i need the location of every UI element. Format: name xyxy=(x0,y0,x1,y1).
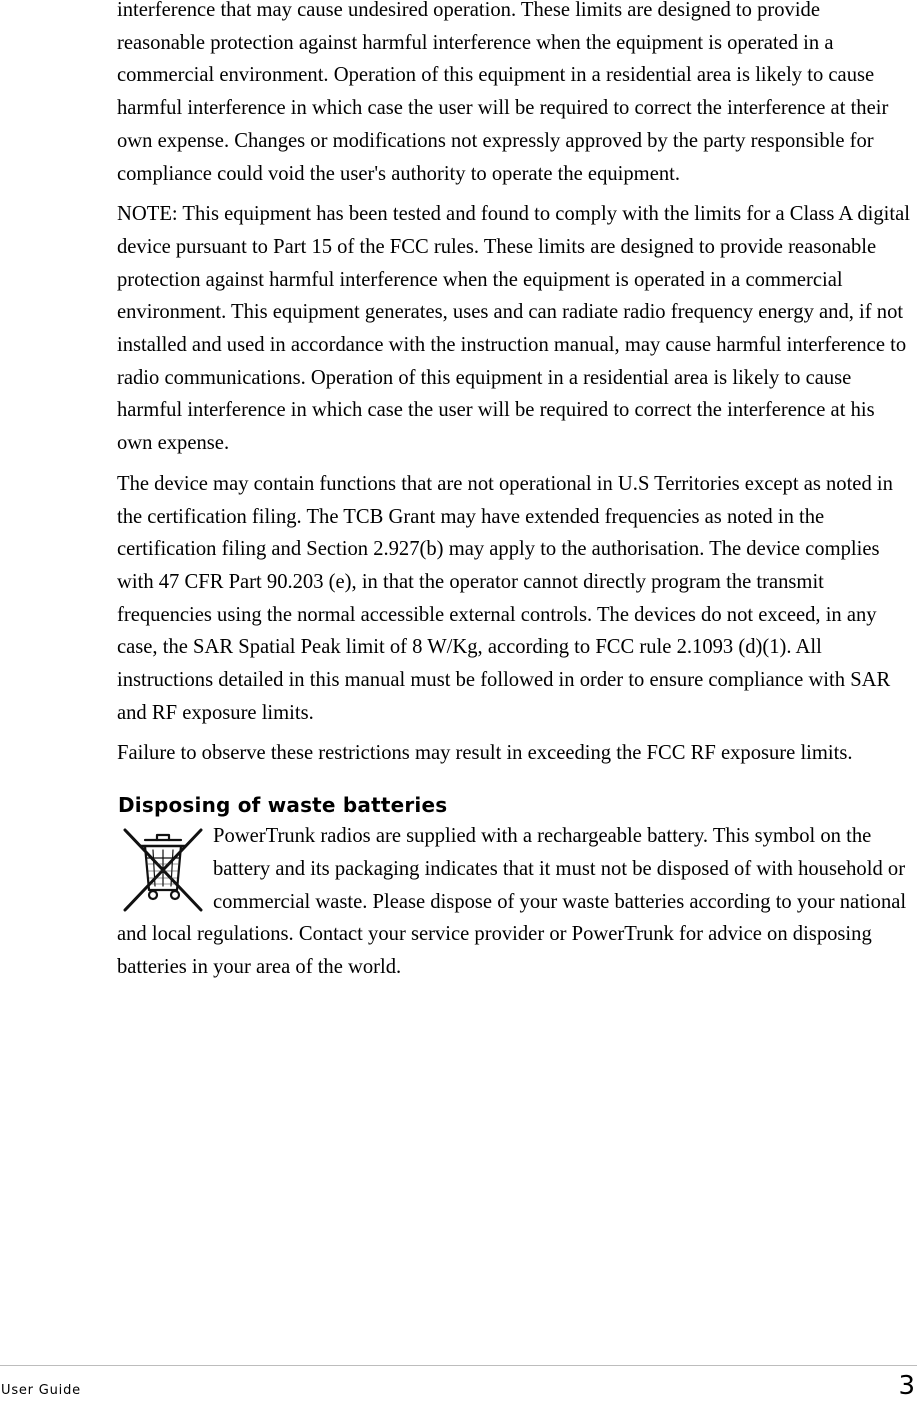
fcc-class-a-note-paragraph: NOTE: This equipment has been tested and found to comply with the limits for a Class A digital device pursuant to Part 15 of the FCC rules. These limits are designed to provide reasonable protection against harmful interference when the equipment is operated in a commercial environment. This equipment generates, uses and can radiate radio frequency energy and, if not installed and used in accordance with the instruction manual, may cause harmful interference to radio communications. Operation of this equipment in a residential area is likely to cause harmful interference in which case the user will be required to correct the interference at his own expense. xyxy=(117,203,910,455)
us-territories-sar-paragraph: The device may contain functions that are not operational in U.S Territories except as noted in the certification filing. The TCB Grant may have extended frequencies as noted in the certification filing and Section 2.927(b) may apply to the authorisation. The device complies with 47 CFR Part 90.203 (e), in that the operator cannot directly program the transmit frequencies using the normal accessible external controls. The devices do not exceed, in any case, the SAR Spatial Peak limit of 8 W/Kg, according to FCC rule 2.1093 (d)(1). All instructions detailed in this manual must be followed in order to ensure compliance with SAR and RF exposure limits. xyxy=(117,472,893,724)
document-body xyxy=(117,0,913,984)
footer-document-title: User Guide xyxy=(1,1383,81,1398)
battery-disposal-text: PowerTrunk radios are supplied with a rechargeable battery. This symbol on the battery and its packaging indicates that it must not be disposed of with household or commercial waste. Please dispose of your waste batteries according to your national and local regulations. Contact your service provider or PowerTrunk for advice on disposing batteries in your area of the world. xyxy=(117,825,907,978)
battery-disposal-section xyxy=(117,820,913,984)
rf-exposure-warning-paragraph: Failure to observe these restrictions may result in exceeding the FCC RF exposure limits. xyxy=(117,742,853,765)
footer-page-number: 3 xyxy=(898,1371,915,1401)
crossed-out-wheeled-bin-icon xyxy=(117,824,209,916)
fcc-interference-paragraph: interference that may cause undesired operation. These limits are designed to provide reasonable protection against harmful interference when the equipment is operated in a commercial environment. Operation of this equipment in a residential area is likely to cause harmful interference in which case the user will be required to correct the interference at their own expense. Changes or modifications not expressly approved by the party responsible for compliance could void the user's authority to operate the equipment. xyxy=(117,0,889,185)
battery-disposal-heading: Disposing of waste batteries xyxy=(118,793,448,818)
footer-divider xyxy=(0,1365,917,1366)
